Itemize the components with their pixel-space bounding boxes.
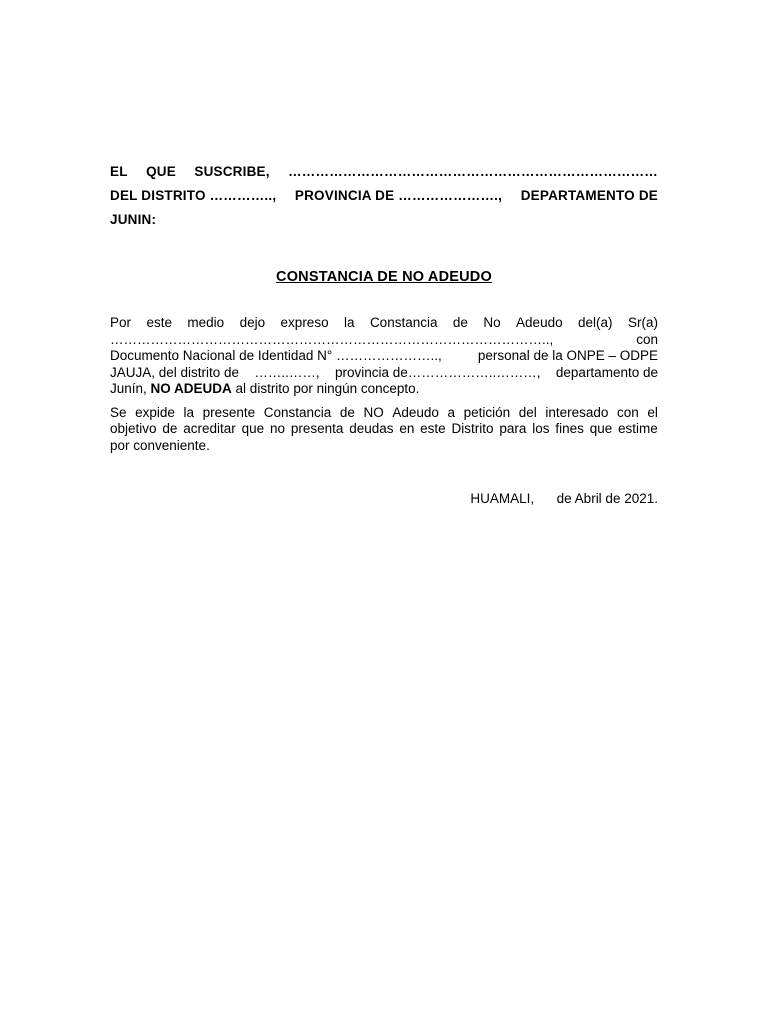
word: Sr(a) — [627, 315, 658, 330]
paragraph-1-line-3 — [110, 348, 658, 365]
paragraph-1 — [110, 315, 658, 398]
word: fines — [555, 421, 584, 436]
word: Se — [110, 404, 127, 420]
header-block — [110, 160, 658, 232]
word: el — [647, 404, 658, 420]
word: No — [483, 315, 501, 330]
word: de — [162, 421, 178, 436]
word: expide — [135, 404, 175, 420]
word: este — [146, 315, 172, 330]
personnel-text: personal de la ONPE – ODPE — [477, 348, 658, 363]
word: expreso — [280, 315, 329, 330]
word: Constancia — [369, 315, 438, 330]
paragraph-1-line-5 — [110, 381, 658, 398]
word: los — [532, 421, 550, 436]
word: Constancia — [263, 404, 332, 420]
word: petición — [463, 404, 511, 420]
word: Por — [110, 315, 132, 330]
word: en — [399, 421, 415, 436]
word: acreditar — [183, 421, 236, 436]
header-line-3: JUNIN: — [110, 212, 157, 227]
place-date-line: HUAMALI, de Abril de 2021. — [470, 491, 658, 506]
paragraph-1-line-2 — [110, 332, 658, 349]
word: este — [420, 421, 446, 436]
word: objetivo — [110, 421, 157, 436]
line-suffix: al distrito por ningún concepto. — [231, 381, 420, 396]
header-word: QUE — [146, 164, 176, 179]
header-province: PROVINCIA DE …………………., — [294, 188, 503, 203]
word: no — [269, 421, 285, 436]
paragraph-2-line-2 — [110, 421, 658, 438]
district-blank: ……..……, — [254, 364, 320, 380]
header-district: DEL DISTRITO ………….., — [110, 188, 277, 203]
no-adeuda-emphasis: NO ADEUDA — [150, 381, 232, 396]
word: presente — [202, 404, 256, 420]
word: estime — [618, 421, 658, 436]
paragraph-1-line-4 — [110, 365, 658, 382]
word: Distrito — [451, 421, 494, 436]
word: la — [344, 315, 355, 330]
word: deudas — [349, 421, 394, 436]
header-word: EL — [110, 164, 128, 179]
name-blank: …………………………………………………………………………………….., — [110, 331, 554, 347]
word: dejo — [239, 315, 266, 330]
department-text: departamento de — [555, 364, 658, 380]
word: presenta — [290, 421, 344, 436]
word: la — [183, 404, 195, 420]
word: del(a) — [578, 315, 613, 330]
header-line-1 — [110, 160, 658, 184]
header-line-2 — [110, 184, 658, 208]
word: de — [452, 315, 468, 330]
paragraph-2 — [110, 405, 658, 455]
dni-text: Documento Nacional de Identidad N° ………………….., — [110, 348, 442, 363]
district-text: JAUJA, del distrito de — [110, 364, 240, 380]
line-prefix: Junín, — [110, 381, 151, 396]
word: del — [518, 404, 537, 420]
paragraph-1-line-1 — [110, 315, 658, 332]
paragraph-2-line-1 — [110, 405, 658, 422]
word: NO — [363, 404, 384, 420]
word: interesado — [545, 404, 609, 420]
word: de — [339, 404, 355, 420]
word: Adeudo — [392, 404, 439, 420]
word: que — [589, 421, 613, 436]
header-department: DEPARTAMENTO DE — [520, 188, 658, 203]
word: Adeudo — [516, 315, 563, 330]
header-word: SUSCRIBE, — [194, 164, 270, 179]
word: con — [636, 331, 658, 347]
document-body — [110, 160, 658, 507]
document-title: CONSTANCIA DE NO ADEUDO — [276, 269, 492, 285]
word: para — [499, 421, 527, 436]
word: medio — [187, 315, 225, 330]
word: con — [617, 404, 639, 420]
header-dots: ……………………………………………………………………… — [288, 164, 658, 179]
word: a — [447, 404, 456, 420]
word: que — [241, 421, 265, 436]
paragraph-2-line-3: por conveniente. — [110, 437, 210, 453]
province-text: provincia de………………..………, — [335, 364, 541, 380]
